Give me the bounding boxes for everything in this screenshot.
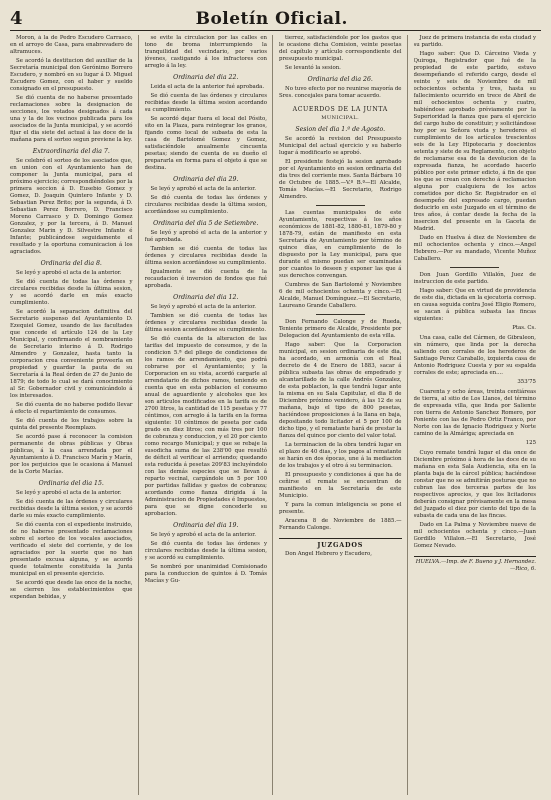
paragraph: Se leyó y aprobó el acta de la anterior. — [16, 270, 122, 276]
paragraph: Se leyó y aprobó el acta de la anterior. — [150, 304, 256, 310]
session-heading: Sesion del dia 1.º de Agosto. — [295, 126, 386, 133]
paragraph: Se dió cuenta de las órdenes y circulares recibidas desde la última sesion, y se acordó darle su más exacto cumplimiento. — [10, 499, 133, 519]
paragraph: Moron, á la de Pedro Escudero Carrasco, en el arroyo de Casa, para enabrevadero de altramuces. — [10, 35, 133, 55]
session-heading: Ordinaria del dia 8. — [40, 260, 102, 267]
paragraph: Juez de primera instancia de esta ciudad y su partido. — [413, 35, 536, 48]
paragraph: Se celebró el sorteo de los asociados que, en union con el Ayuntamiento han de componer la Junta municipal, para el próximo ejercicio; correspondiéndoles por la primera seccion á D. Eusebio Gomez y Gomez, D. Joaquin Quintero Infante y D. Sebastian Perez Brito; por la segunda, á D. Sebastian Perez Borrero, D. Francisco Moreno Carrasco y D. Domingo Gomez Gonzalez, y por la tercera, á D. Manuel Gonzalez Marin y D. Silvestre Infante é Infante; publicándose seguidamente el resultado y la oportuna comunicacion á los agraciados. — [10, 158, 133, 255]
paragraph: Se dió cuenta de las órdenes y circulares recibidas desde la última sesion acordando su cumplimiento. — [144, 93, 267, 113]
ptas-label: Ptas. Cs. — [512, 325, 536, 331]
paragraph: Leida el acta de la anterior fué aprobada. — [150, 84, 265, 90]
newspaper-title: Boletín Oficial. — [195, 9, 348, 29]
paragraph: Se levantó la sesion. — [285, 65, 341, 71]
divider — [316, 314, 365, 315]
paragraph: Hago saber: Que en virtud de providencia de este dia, dictada en la ejecutoria corresp. en causa seguida contra José Eligio Romero, se sacan á pública subasta las fincas siguientes: — [413, 288, 536, 322]
divider — [316, 205, 365, 206]
paragraph: La terminacion de la obra tendrá lugar en el plazo de 40 dias, y los pagos al rematante se harán en dos épocas, une á la mediacion de los trabajos y el otro á su terminacion. — [279, 442, 402, 469]
paragraph: Se dió cuenta de todas las órdenes y circulares recibidas desde la última sesion, acordándose su cumplimiento. — [144, 195, 267, 215]
paragraph: Se leyó y aprobó el acta de la anterior y fué aprobada. — [144, 230, 267, 243]
paragraph: Hago saber: Que la Corporacion municipal, en sesion ordinaria de este dia, ha acordado, en armonía con el Real decreto de 4 de Enero de 1883, sacar á pública subasta las obras de empedrado y alcantarillado de la calle Andrés Gonzalez, de esta poblacion, la que tendrá lugar ante la misma en su Sala Capitular, el dia 8 de Diciembre próximo venidero, á las 12 de su mañana, bajo el tipo de 800 pesetas, haciéndose proposiciones á la llana en baja, depositando todo licitador el 5 por 100 de dicho tipo, y el rematante hará de prestar la fianza del quince por ciento del valor total. — [279, 342, 402, 439]
paragraph: Don Juan Gordillo Villalón, Juez de instruccion de este partido. — [413, 272, 536, 285]
paragraph: Y para la comun inteligencia se pone el presente. — [279, 502, 402, 515]
paragraph: Dado en La Palma y Noviembre nueve de mil ochocientos ochenta y cinco.—Juan Gordillo Villalon.—El Secretario, José Gomez Nevado. — [413, 522, 536, 549]
column-4 — [414, 35, 542, 795]
paragraph: Se acordó dejar fuera el local del Pósito, sito en la Plaza, para reintegrar los granos, fijando como local de subasta de esta la casa de Bartolomé Gomez y Gomez, satisfaciéndole anualmente cincuenta pesetas; siendo de cuenta de su dueño el prepararla en forma para el objeto á que se destina. — [144, 116, 267, 171]
paragraph: Se dió cuenta de no haberse presentado reclamaciones sobre la designacion de secciones, los votados designados á cada una y la de los vecinos publicada para los asociados de la Junta municipal, y se acordó fijar el dia siete del actual á las doce de la mañana para el sorteo segun previene la ley. — [10, 95, 133, 143]
paragraph: tierrez, satisfaciéndole por los gastos que le ocasione dicha Comision, veinte pesetas del capítulo y artículo correspondiente del presupuesto municipal. — [279, 35, 402, 62]
paragraph: se evite la circulacion por las calles en tono de broma interrumpiendo la tranquilidad del vecindario, por varios jóvenes, castigando á los infractores con arreglo á la ley. — [144, 35, 267, 69]
paragraph: Se acordó la destitucion del auxiliar de la Secretaría municipal don Gerónimo Borrero Escudero, y nombró en su lugar á D. Miguel Escudero Gomez, con el haber y sueldo consignado en el presupuesto. — [10, 58, 133, 92]
paragraph: Se leyó y aprobó el acta de la anterior. — [16, 490, 122, 496]
paragraph: Don Angel Hebrero y Escudero, — [285, 551, 372, 557]
masthead — [10, 8, 541, 31]
paragraph: Don Fernando Calonge y de Rueda, Teniente primero de Alcalde, Presidente por Delegacion del Ayuntamiento de esta villa. — [279, 319, 402, 339]
price-row — [414, 379, 537, 386]
paragraph: Se dió cuenta de no haberse podido llevar á efecto el repartimiento de consumos. — [10, 402, 133, 415]
paragraph: Se acordó la revision del Presupuesto Municipal del actual ejercicio y su haberlo lugar á modificarlo se aprobó. — [279, 136, 402, 156]
paragraph: Se dió cuenta de todas las órdenes y circulares recibidas desde la última sesion, y se acordó darle en más exacto cumplimiento. — [10, 279, 133, 306]
session-heading: Ordinaria del dia 15. — [38, 480, 104, 487]
paragraph: Cuarenta y ocho áreas, treinta centiáreas de tierra, al sitio de Los Llanos, del término de expresada villa, que linda por Saliente con tierra de Antonio Sanchez Romero, por Poniente con las de Pedro Ortiz Franco, por Norte con las de Ignacio Rodriguez y Norte camino de la Almáriga; apreciada en — [413, 389, 536, 437]
paragraph: Cumbres de San Bartolomé y Noviembre 6 de mil ochocientos ochenta y cinco.—El Alcalde, Manuel Domínguez.—El Secretario, Laureano Grande Caballero. — [279, 282, 402, 309]
session-heading: Ordinaria del dia 19. — [173, 522, 239, 529]
paragraph: Se acordó la separacion definitiva del Secretario suspenso del Ayuntamiento D. Ezequiel Gomez, usando de las facultades que concede el artículo 124 de la Ley Municipal, y confirmando el nombramiento de Secretario interino á D. Rodrigo Almendro y Gonzalez, hasta tanto la corporacion crea conveniente proveerla en propiedad y guardar la pauta de su Secretaría á la Real órden de 27 de Junio de 1879; de todo lo cual se dará conocimiento al Sr. Gobernador civil y comunicándolo á los interesados. — [10, 309, 133, 399]
paragraph: Tambien se dió cuenta de todas las órdenes y circulares recibidas desde la última sesion acordándose su cumplimiento. — [144, 313, 267, 333]
session-heading: Ordinaria del dia 5 de Setiembre. — [153, 220, 259, 227]
paragraph: Una casa, calle del Cármen, de Gibraleon, sin número, que linda por la derecha saliendo con corrales de los herederos de Santiago Perez Caraballo, izquierda casa de Antonio Rodriguez Cuesta y por su espalda corrales de este; apreciada en.... — [413, 335, 536, 376]
column-1 — [10, 35, 139, 795]
price-row — [414, 440, 537, 447]
paragraph: Se nombró por unanimidad Comisionado para la conduccion de quintos á D. Tomás Macías y Gu- — [144, 564, 267, 584]
session-heading: Ordinaria del dia 22. — [173, 74, 239, 81]
price-value: 353'75 — [517, 379, 536, 385]
page-number: 4 — [10, 8, 23, 29]
session-heading: Ordinaria del dia 26. — [307, 76, 373, 83]
paragraph: Se acordó que desde las once de la noche, se cierren los establecimientos que expendan bebidas, y — [10, 580, 133, 600]
paragraph: Hago saber: Que D. Cárceino Vieda y Quiroga, Registrador que fué de la propiedad de este partido, estuvo desempeñando el referido cargo, desde el veinte y seis de Noviembre de mil ochocientos ochenta y tres, hasta su fallecimiento ocurrido en trece de Abril de mil ochocientos ochenta y cuatro, habiéndose aprobado préviamente por la Superioridad la fianza que para el ejercicio del cargo hubo de constituir; y solicitándose hoy por su Señora viuda y herederos el cumplimiento de los artículos trescientos seis de la Ley Hipotecaria y doscientos setenta y siete de su Reglamento, con objeto de reclamarse esa de la devolucion de la expresada fianza, he acordado hacerlo público por este primer edicto, á fin de que los que se crean con derecho á reclamacion alguna por cualquiera de los actos cometidos por dicho Sr. Registrador en el desempeño del expresado cargo, puedan deducirlo en este Juzgado en el término de tres años, á contar desde la fecha de la insercion del presente en la Gaceta de Madrid. — [413, 51, 536, 232]
paragraph: Se leyó y aprobó el acta de la anterior. — [150, 532, 256, 538]
imprint: HUELVA.—Imp. de F. Bueno y J. Hernandez.—Rico, 6. — [414, 556, 537, 573]
session-heading: Ordinaria del dia 12. — [173, 294, 239, 301]
paragraph: Tambien se dió cuenta de todas las órdenes y circulares recibidas desde la última sesion acordándose su cumplimiento. — [144, 246, 267, 266]
session-heading: Extraordinaria del dia 7. — [32, 148, 110, 155]
paragraph: El presidente festejó la sesion aprobado por el Ayuntamiento en sesion ordinaria del dia tres del corriente mes. Santa Bárbara 10 de Octubre de 1885.—V.º B.º—El Alcalde, Tomás Macías.—El Secretario, Rodrigo Almendro. — [279, 159, 402, 200]
junta-heading: ACUERDOS DE LA JUNTA — [292, 106, 388, 113]
paragraph: Se acordó pase á reconocer la comision permanente de obras públicas y Obras públicas, á la casa arrendada por el Ayuntamiento á D. Francisco Marín y Marín, por los perjuicios que le ocasiona á Manuel de la Corte Macías. — [10, 434, 133, 475]
paragraph: Se dió cuenta de todas las órdenes y circulares recibidas desde la última sesion, y se acordó su cumplimiento. — [144, 541, 267, 561]
paragraph: Las cuentas municipales de este Ayuntamiento, respectivas á los años económicos de 1881-82, 1880-81, 1879-80 y 1878-79, están de manifiesto en esta Secretaría de Ayuntamiento por término de quince días, en cumplimiento de lo dispuesto por la Ley municipal, para que durante el mismo puedan ser examinadas por cuantos lo deseen y exponer las que á sus derechos convengan. — [279, 210, 402, 279]
ptas-header — [414, 325, 537, 332]
paragraph: Se dió cuenta de los trabajos sobre la quinta del presente Reemplazo. — [10, 418, 133, 431]
divider — [450, 267, 499, 268]
section-heading-juzgados: JUZGADOS — [279, 538, 402, 549]
paragraph: Se dió cuenta con el expediente instruido, de no haberse presentado reclamaciones sobre el sorteo de los vocales asociados, verificado el siete del corriente, y de los agraciados por la suerte que no han presentado excusa alguna, y se acordó quede totalmente constituida la Junta municipal en el presente ejercicio. — [10, 522, 133, 577]
paragraph: Se leyó y aprobó el acta de la anterior. — [150, 186, 256, 192]
column-3 — [279, 35, 408, 795]
junta-subheading: MUNICIPAL. — [321, 115, 360, 121]
columns — [10, 35, 541, 795]
paragraph: Igualmente se dió cuenta de la recaudacion é inversion de fondos que fué aprobada. — [144, 269, 267, 289]
paragraph: No tuvo efecto por no reunirse mayoría de Sres. concejales para tomar acuerdo. — [279, 86, 402, 99]
paragraph: Cuyo remate tendrá lugar el dia once de Diciembre próximo á hora de las doce de su mañana en esta Sala Audiencia, sita en la planta baja de la cárcel pública; haciéndose constar que no se admitirán posturas que no cubran las dos terceras partes de los respectivos aprecios, y que los licitadores deberán consignar prévisamente en la mesa del Juzgado el diez por ciento del tipo de la subasta de cada una de las fincas. — [413, 450, 536, 519]
paragraph: Aracena 8 de Noviembre de 1885.—Fernando Calonge. — [279, 518, 402, 531]
price-value: 125 — [525, 440, 536, 446]
paragraph: Se dió cuenta de la alteracion de las tarifas del impuesto de consumos, y de la condicion 5.ª del pliego de condiciones de los ramos de arrendamiento, que podrá cobrarse por el Ayuntamiento; y la Corporacion en su vista, acordó cargarle al arrendatario de dichos ramos, teniendo en cuenta que en esta poblacion el consumo anual de aguardiente y alcoholes que les son articulos modificados en la tarifa es de 2700 litros, la cantidad de 115 pesetas y 77 céntimos, con arreglo á la tarifa en la forma siguiente: 10 céntimos de peseta por cada grado en diez litros; con más tres por 100 de cobranza y conduccion, y el 20 por ciento como recargo Municipal; y que se rebaje la susodicha suma de las 238'00 que resultó de déficit al verificar el arriendo; quedando esta reducida á pesetas 209'83 incluyéndolo con las demás especies que se llevan á reparto vecinal, cargándole un 5 por 100 por partidas fallidas y gastos de cobranza; acordando como fianza dirigida á la Administracion de Propiedades é Impuestos, para que se digne concederle su aprobacion. — [144, 336, 267, 517]
paragraph: El presupuesto y condiciones á que ha de ceñirse el remate se encuentran de manifiesto en la Secretaría de este Municipio. — [279, 472, 402, 499]
session-heading: Ordinaria del dia 29. — [173, 176, 239, 183]
paragraph: Dado en Huelva á diez de Noviembre de mil ochocientos ochenta y cinco.—Angel Hebrero.—Por su mandado, Vicente Muñoz Caballero. — [413, 235, 536, 262]
column-2 — [145, 35, 274, 795]
